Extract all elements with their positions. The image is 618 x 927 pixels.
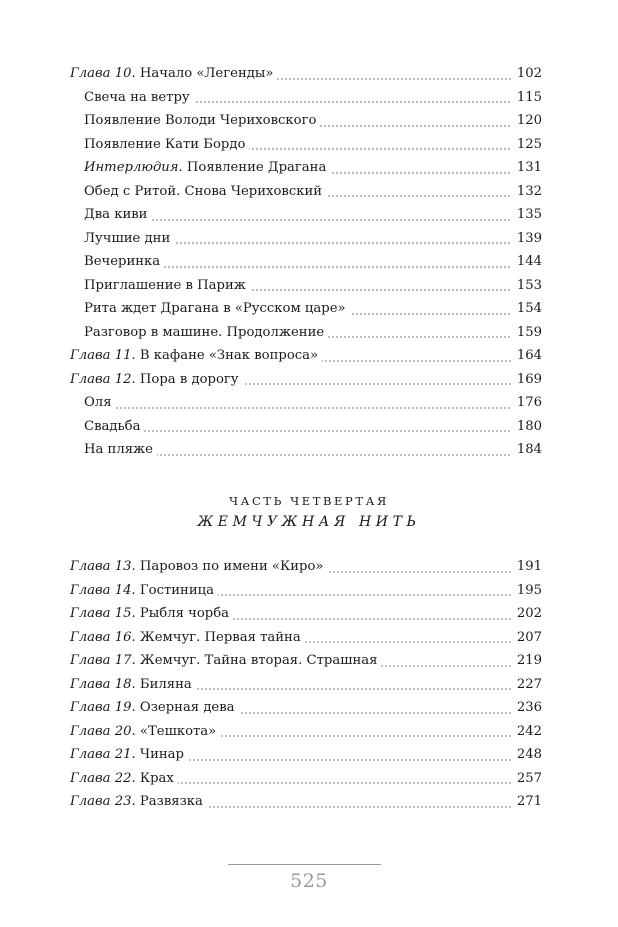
toc-entry-title: [84, 160, 330, 175]
toc-entry: [70, 274, 542, 298]
toc-entry-title: [70, 559, 327, 574]
toc-entry-title: [84, 254, 164, 269]
toc-entry: [70, 743, 542, 767]
toc-entry: [70, 203, 542, 227]
toc-entry-page: 139: [511, 227, 542, 251]
toc-entry-prefix: Глава 23: [70, 794, 132, 809]
dot-leader: [84, 219, 542, 221]
toc-list-top: [70, 62, 542, 462]
toc-entry: [70, 767, 542, 791]
toc-entry: [70, 579, 542, 603]
toc-entry-prefix: Глава 16: [70, 629, 132, 645]
toc-entry-page: 227: [511, 673, 542, 697]
toc-entry-page: 131: [511, 156, 542, 180]
toc-entry-title: [84, 395, 116, 410]
toc-entry-title: [84, 231, 174, 246]
toc-entry-text: . Биляна: [131, 676, 192, 692]
toc-entry-title: [70, 747, 188, 762]
toc-entry: [70, 250, 542, 274]
part-title: ЖЕМЧУЖНАЯ НИТЬ: [197, 514, 421, 530]
toc-entry-title: [70, 794, 207, 809]
toc-entry: [70, 649, 542, 673]
toc-entry-prefix: Глава 15: [70, 606, 132, 621]
toc-entry-text: Разговор в машине. Продолжение: [84, 324, 325, 340]
toc-entry-text: . Жемчуг. Первая тайна: [131, 629, 301, 645]
toc-entry-prefix: Глава 19: [70, 700, 132, 715]
toc-entry-text: Появление Кати Бордо: [84, 136, 246, 152]
toc-entry: [70, 321, 542, 345]
toc-entry-page: 191: [511, 555, 542, 579]
toc-entry-page: 164: [511, 344, 542, 368]
toc-entry: [70, 415, 542, 439]
toc-entry-text: Два киви: [84, 207, 148, 222]
toc-entry-title: [84, 113, 320, 128]
toc-entry-text: . Крах: [131, 770, 174, 786]
toc-entry-page: 135: [511, 203, 542, 227]
toc-entry-text: . Паровоз по имени «Киро»: [131, 559, 324, 574]
toc-entry: [70, 790, 542, 814]
toc-entry-page: 248: [511, 743, 542, 767]
toc-entry-text: Свадьба: [84, 418, 141, 434]
toc-entry-page: 154: [511, 297, 542, 321]
toc-list-bottom: [70, 555, 542, 814]
toc-entry-title: [70, 583, 218, 598]
toc-entry-prefix: Интерлюдия: [84, 160, 179, 175]
toc-entry-text: . Рыбля чорба: [131, 606, 229, 621]
toc-entry-prefix: Глава 14: [70, 582, 132, 598]
toc-entry-page: 202: [511, 602, 542, 626]
toc-entry-text: . Появление Драгана: [178, 160, 327, 175]
toc-entry-prefix: Глава 17: [70, 653, 132, 668]
toc-entry-text: . Гостиница: [131, 582, 214, 598]
toc-entry-title: [84, 207, 151, 222]
toc-entry-title: [84, 278, 250, 293]
toc-entry-title: [70, 66, 277, 81]
toc-entry-page: 169: [511, 368, 542, 392]
toc-entry: [70, 109, 542, 133]
toc-entry-page: 271: [511, 790, 542, 814]
toc-entry-prefix: Глава 13: [70, 559, 132, 574]
toc-entry-page: 132: [511, 180, 542, 204]
toc-entry-title: [70, 606, 233, 621]
toc-entry-prefix: Глава 21: [70, 747, 132, 762]
toc-entry: [70, 673, 542, 697]
toc-entry-page: 219: [511, 649, 542, 673]
toc-entry-title: [84, 419, 144, 434]
toc-entry-text: Приглашение в Париж: [84, 277, 246, 293]
toc-entry-text: Появление Володи Чериховского: [84, 113, 317, 128]
toc-entry-page: 207: [511, 626, 542, 650]
footer-rule: [228, 864, 381, 865]
toc-entry-title: [84, 184, 326, 199]
toc-entry: [70, 156, 542, 180]
toc-entry-prefix: Глава 18: [70, 676, 132, 692]
dot-leader: [84, 407, 542, 409]
toc-entry-title: [70, 724, 220, 739]
toc-entry: [70, 696, 542, 720]
toc-entry-text: . Начало «Легенды»: [131, 66, 274, 81]
toc-entry: [70, 391, 542, 415]
toc-entry-text: Свеча на ветру: [84, 89, 190, 105]
toc-entry-text: . Чинар: [131, 747, 184, 762]
dot-leader: [84, 430, 542, 432]
toc-entry-text: . Жемчуг. Тайна вторая. Страшная: [131, 653, 378, 668]
toc-entry-title: [70, 348, 322, 363]
toc-entry-page: 257: [511, 767, 542, 791]
page-number: 525: [290, 870, 328, 892]
toc-entry-page: 102: [511, 62, 542, 86]
toc-entry-prefix: Глава 20: [70, 723, 132, 739]
toc-entry-prefix: Глава 11: [70, 348, 132, 363]
toc-entry: [70, 438, 542, 462]
toc-entry-title: [84, 90, 194, 105]
toc-entry-title: [70, 677, 196, 692]
toc-entry-page: 115: [511, 86, 542, 110]
toc-entry-text: Обед с Ритой. Снова Чериховский: [84, 183, 323, 199]
toc-entry-page: 236: [511, 696, 542, 720]
toc-entry-text: Оля: [84, 395, 112, 410]
toc-entry-page: 176: [511, 391, 542, 415]
part-label: ЧАСТЬ ЧЕТВЕРТАЯ: [229, 494, 389, 508]
toc-entry: [70, 297, 542, 321]
toc-entry-title: [84, 137, 249, 152]
toc-entry-page: 180: [511, 415, 542, 439]
toc-entry-page: 195: [511, 579, 542, 603]
toc-entry: [70, 62, 542, 86]
toc-entry: [70, 626, 542, 650]
toc-entry: [70, 602, 542, 626]
toc-entry-text: Вечеринка: [84, 254, 161, 269]
toc-entry-title: [84, 442, 157, 457]
toc-entry: [70, 344, 542, 368]
toc-entry-page: 120: [511, 109, 542, 133]
toc-entry-title: [70, 653, 381, 668]
toc-entry-text: Рита ждет Драгана в «Русском царе»: [84, 301, 346, 316]
toc-entry-text: На пляже: [84, 442, 153, 457]
toc-entry: [70, 133, 542, 157]
toc-entry-title: [84, 325, 328, 340]
toc-entry-text: . Развязка: [131, 794, 203, 809]
toc-entry: [70, 555, 542, 579]
toc-entry-title: [70, 771, 178, 786]
toc-entry: [70, 227, 542, 251]
toc-entry-page: 144: [511, 250, 542, 274]
toc-entry-text: Лучшие дни: [84, 230, 171, 246]
toc-entry-text: . «Тешкота»: [131, 723, 217, 739]
toc-entry: [70, 368, 542, 392]
toc-entry-title: [70, 700, 239, 715]
toc-entry-title: [70, 372, 243, 387]
toc-entry-prefix: Глава 10: [70, 66, 132, 81]
toc-entry-prefix: Глава 12: [70, 371, 132, 387]
toc-entry-text: . В кафане «Знак вопроса»: [131, 348, 319, 363]
toc-entry-text: . Озерная дева: [131, 700, 235, 715]
toc-entry: [70, 720, 542, 744]
toc-entry-page: 184: [511, 438, 542, 462]
toc-entry-title: [70, 630, 305, 645]
toc-entry: [70, 86, 542, 110]
toc-entry-page: 153: [511, 274, 542, 298]
toc-entry-title: [84, 301, 350, 316]
toc-entry-prefix: Глава 22: [70, 770, 132, 786]
toc-entry-page: 159: [511, 321, 542, 345]
toc-entry-text: . Пора в дорогу: [131, 371, 239, 387]
toc-entry-page: 125: [511, 133, 542, 157]
toc-entry-page: 242: [511, 720, 542, 744]
toc-entry: [70, 180, 542, 204]
